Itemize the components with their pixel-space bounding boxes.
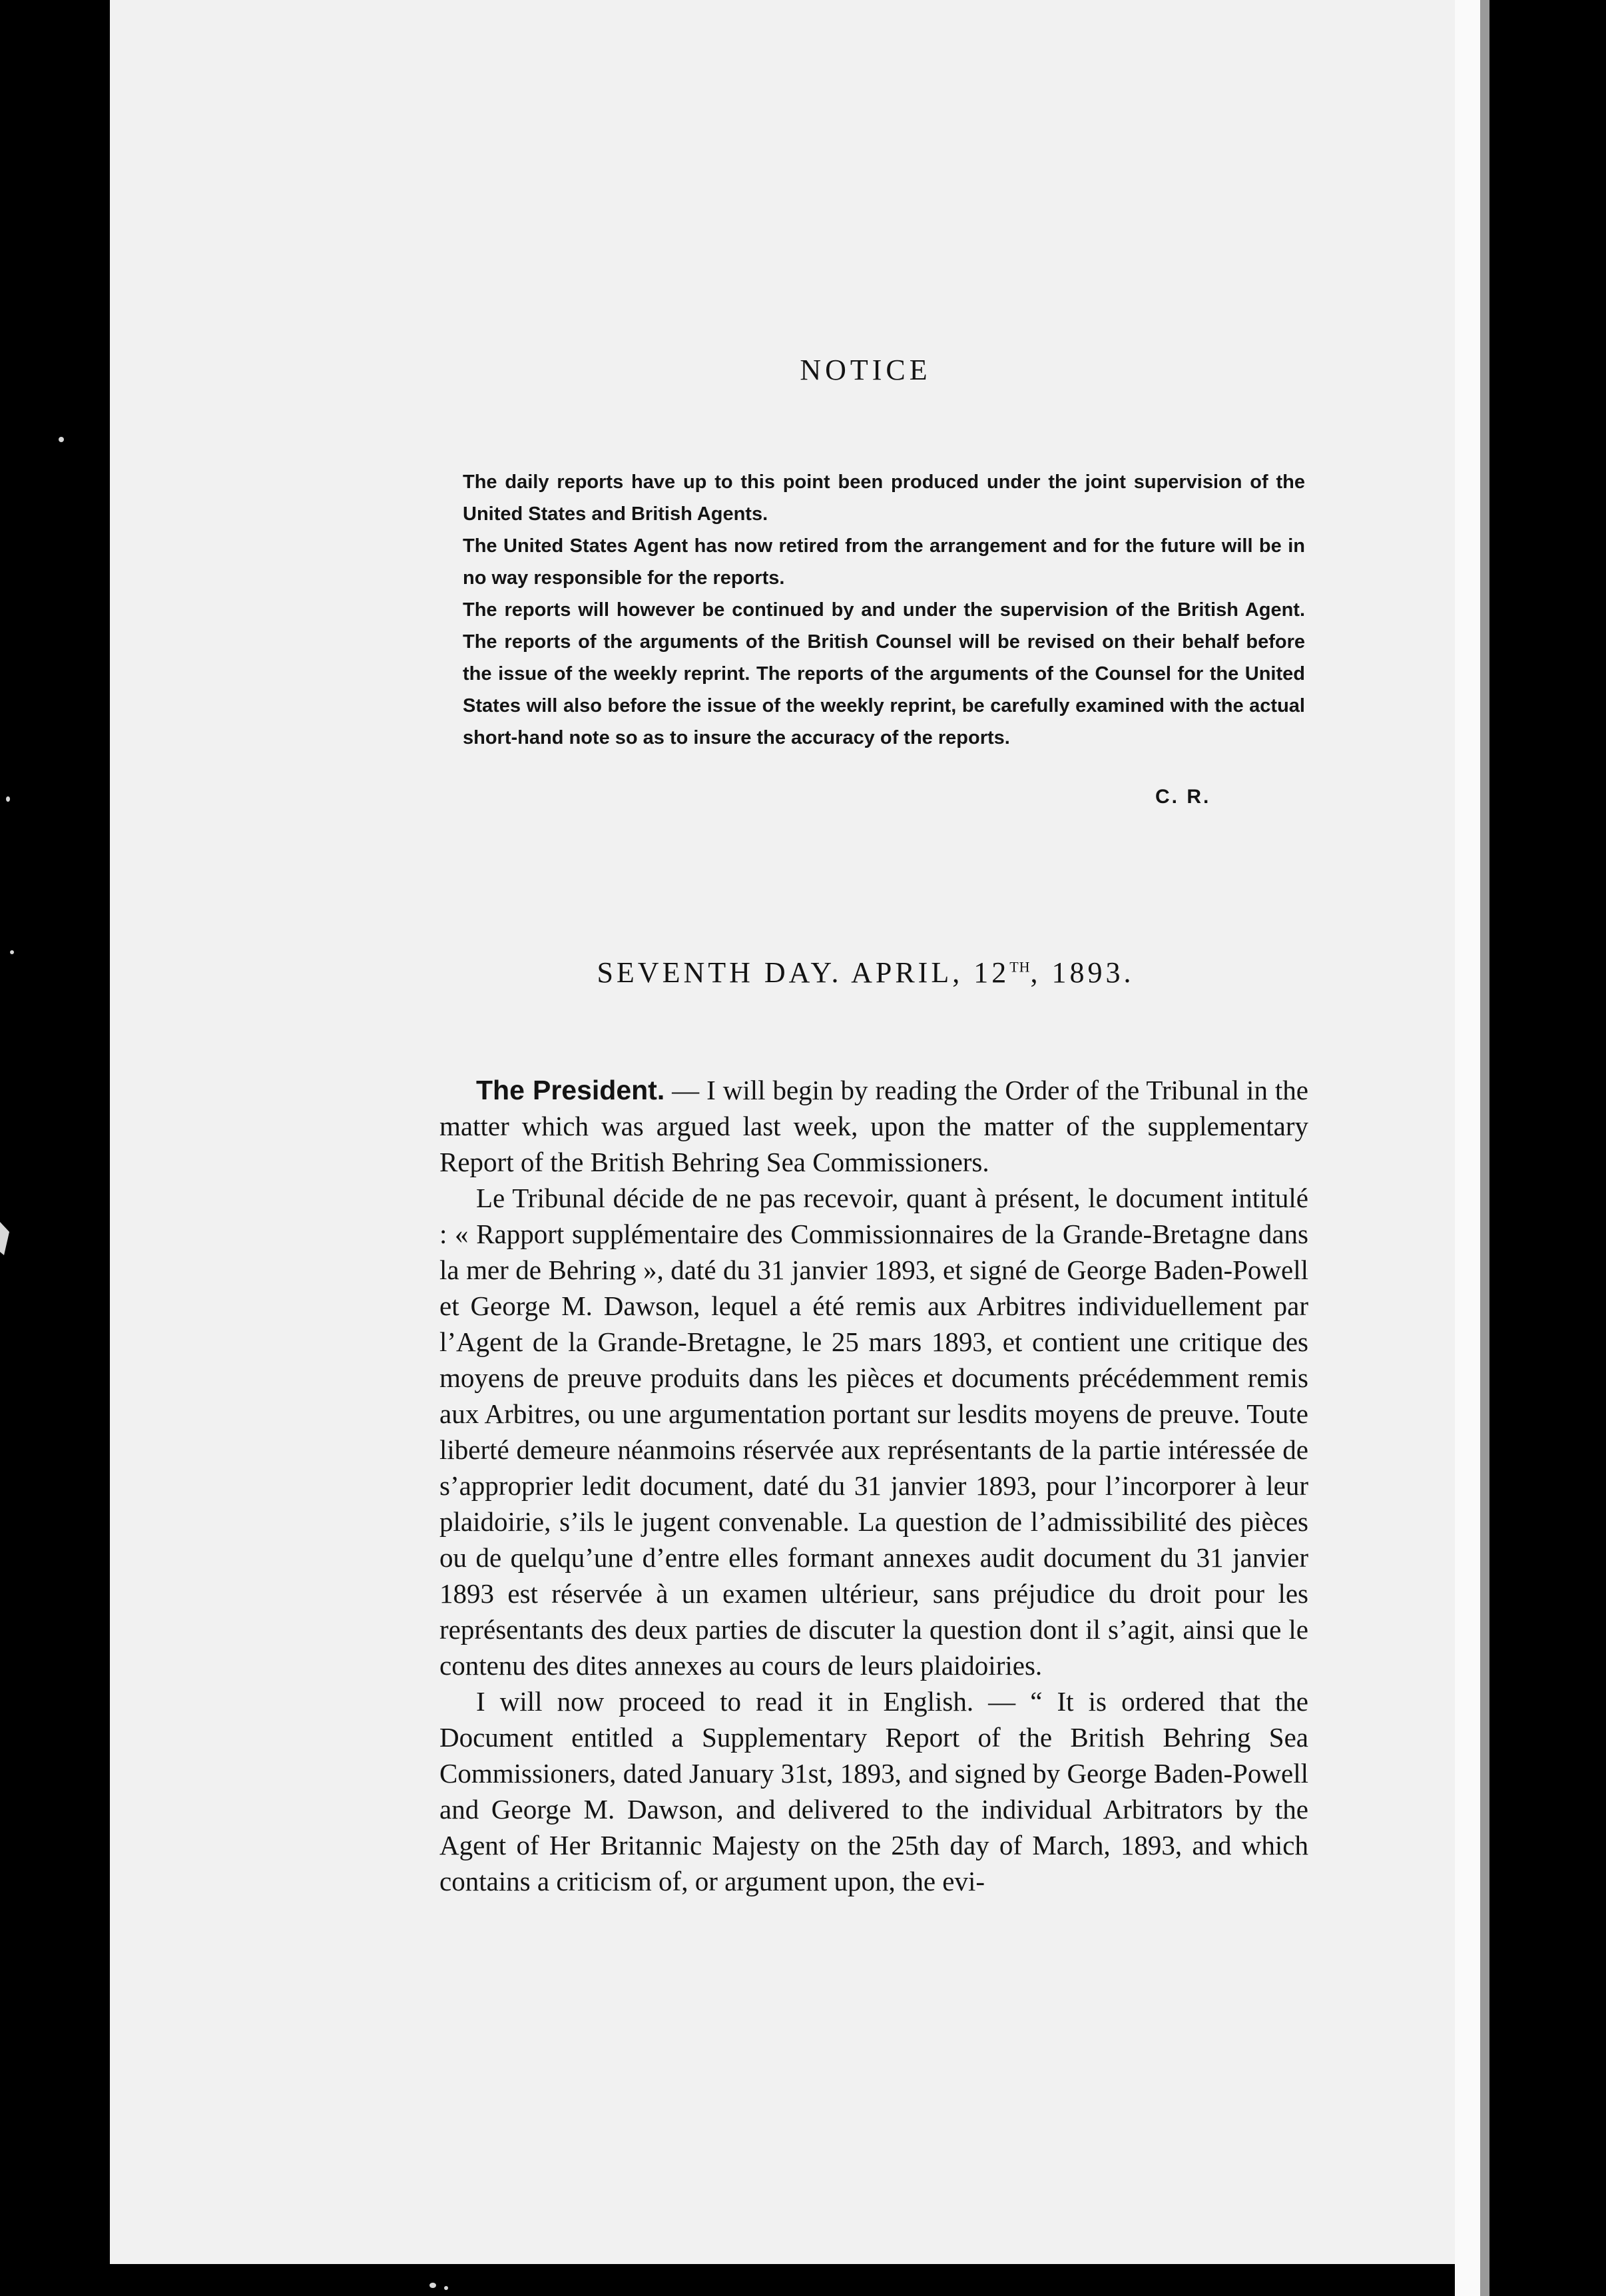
notice-signature: C. R.: [1155, 786, 1211, 808]
scan-speck: [429, 2283, 436, 2288]
day-heading-year: , 1893.: [1030, 956, 1135, 989]
scan-speck: [6, 796, 10, 802]
body-paragraph-english-order: I will now proceed to read it in English. — “ It is ordered that the Document entitled a Supplementary Report of the British Behring Sea Commissioners, dated January 31st, 1893, and signed by George Baden-Powell and George M. Dawson, and delivered to the individual Arbitrators by the Agent of Her Britannic Majesty on the 25th day of March, 1893, and which contains a criticism of, or argument upon, the evi-: [439, 1686, 1308, 1896]
scan-speck: [0, 1222, 9, 1255]
day-heading-ordinal: TH: [1009, 958, 1031, 976]
notice-paragraph: The reports will however be continued by and under the supervision of the British Agent. The reports of the arguments of the British Counsel will be revised on their behalf before the issue of the weekly reprint. The reports of the arguments of the Counsel for the United States will also before the issue of the weekly reprint, be carefully examined with the actual short-hand note so as to insure the accuracy of the reports.: [463, 599, 1305, 748]
notice-paragraph: The United States Agent has now retired from the arrangement and for the future will be in no way responsible for the reports.: [463, 535, 1305, 589]
scan-speck: [59, 437, 64, 442]
body-paragraph-french-order: Le Tribunal décide de ne pas recevoir, quant à présent, le document intitulé : « Rapport supplémentaire des Commissionnaires de la Grande-Bretagne dans la mer de Behring », daté du 31 janvier 1893, et signé de George Baden-Powell et George M. Dawson, lequel a été remis aux Arbitres individuellement par l’Agent de la Grande-Bretagne, le 25 mars 1893, et contient une critique des moyens de preuve produits dans les pièces et documents précédemment remis aux Arbitres, ou une argumentation portant sur lesdits moyens de preuve. Toute liberté demeure néanmoins réservée aux représentants de la partie intéressée de s’approprier ledit document, daté du 31 janvier 1893, pour l’incorporer à leur plaidoirie, s’ils le jugent convenable. La question de l’admissibilité des pièces ou de quelqu’une d’entre elles formant annexes audit document du 31 janvier 1893 est réservée à un examen ultérieur, sans préjudice du droit pour les représentants des deux parties de discuter la question dont il s’agit, ainsi que le contenu des dites annexes au cours de leurs plaidoiries.: [439, 1183, 1308, 1681]
notice-title: NOTICE: [800, 354, 932, 386]
scan-speck: [10, 950, 14, 954]
speaker-remarks: — I will begin by reading the Order of the Tribunal in the matter which was argued last week, upon the matter of the supplementary Report of the British Behring Sea Commissioners.: [439, 1075, 1308, 1177]
notice-paragraph: The daily reports have up to this point been produced under the joint supervision of the United States and British Agents.: [463, 471, 1305, 525]
scan-speck: [444, 2286, 448, 2290]
day-heading-date: SEVENTH DAY. APRIL, 12: [597, 956, 1010, 989]
speaker-name: The President.: [476, 1075, 665, 1105]
